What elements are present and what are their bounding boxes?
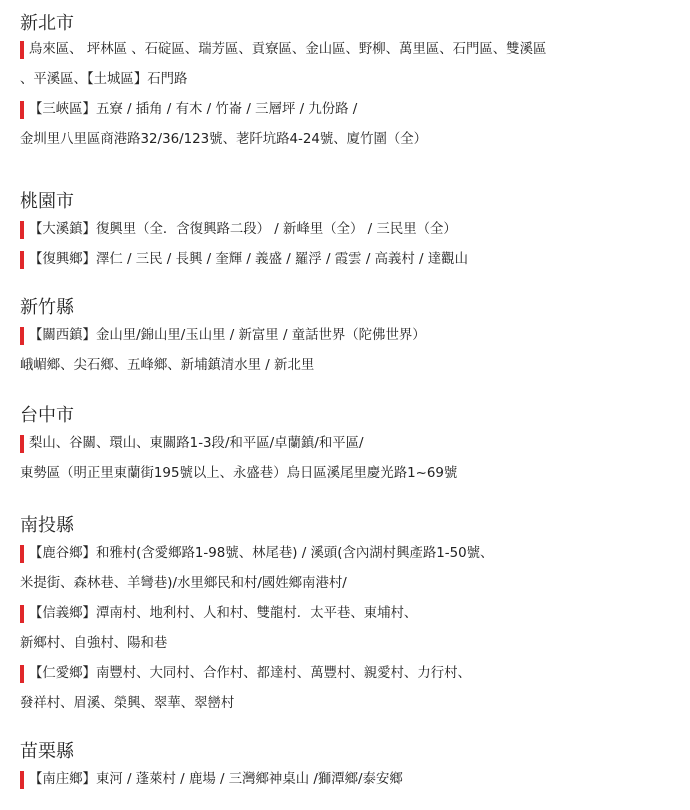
area-entry-continuation: 新鄉村、自強村、陽和巷 bbox=[20, 636, 168, 651]
area-entry-marked: 【南庄鄉】東河 / 蓬萊村 / 鹿場 / 三灣鄉神桌山 /獅潭鄉/泰安鄉 bbox=[20, 770, 403, 790]
area-entry-continuation: 峨嵋鄉、尖石鄉、五峰鄉、新埔鎮清水里 / 新北里 bbox=[20, 358, 315, 373]
region-title: 台中市 bbox=[20, 405, 74, 426]
area-entry-marked: 【大溪鎮】復興里（全．含復興路二段） / 新峰里（全） / 三民里（全） bbox=[20, 220, 457, 240]
area-entry-continuation: 金圳里八里區商港路32/36/123號、荖阡坑路4-24號、廈竹圍（全） bbox=[20, 132, 428, 147]
area-entry-marked: 【仁愛鄉】南豐村、大同村、合作村、都達村、萬豐村、親愛村、力行村、 bbox=[20, 664, 471, 684]
region-title: 新北市 bbox=[20, 13, 74, 34]
region-title: 苗栗縣 bbox=[20, 741, 74, 762]
area-entry-continuation: 東勢區（明正里東蘭街195號以上、永盛巷）烏日區溪尾里慶光路1~69號 bbox=[20, 466, 458, 481]
region-title: 新竹縣 bbox=[20, 297, 74, 318]
area-entry-continuation: 發祥村、眉溪、榮興、翠華、翠巒村 bbox=[20, 696, 235, 711]
region-title: 南投縣 bbox=[20, 515, 74, 536]
area-entry-continuation: 米提街、森林巷、羊彎巷)/水里鄉民和村/國姓鄉南港村/ bbox=[20, 576, 347, 591]
area-entry-marked: 【三峽區】五寮 / 插角 / 有木 / 竹崙 / 三層坪 / 九份路 / bbox=[20, 100, 357, 120]
area-entry-marked: 【信義鄉】潭南村、地利村、人和村、雙龍村．太平巷、東埔村、 bbox=[20, 604, 417, 624]
area-entry-marked: 梨山、谷關、環山、東關路1-3段/和平區/卓蘭鎮/和平區/ bbox=[20, 434, 364, 454]
area-entry-marked: 【關西鎮】金山里/錦山里/玉山里 / 新富里 / 童話世界（陀佛世界） bbox=[20, 326, 426, 346]
area-entry-marked: 【鹿谷鄉】和雅村(含愛鄉路1-98號、林尾巷) / 溪頭(含內湖村興產路1-50號、 bbox=[20, 544, 493, 564]
area-entry-marked: 【復興鄉】澤仁 / 三民 / 長興 / 奎輝 / 義盛 / 羅浮 / 霞雲 / 高義村 / 達觀山 bbox=[20, 250, 468, 270]
area-entry-marked: 烏來區、 坪林區 、石碇區、瑞芳區、貢寮區、金山區、野柳、萬里區、石門區、雙溪區 bbox=[20, 40, 546, 60]
region-title: 桃園市 bbox=[20, 191, 74, 212]
area-entry-continuation: 、平溪區、【土城區】石門路 bbox=[20, 72, 188, 87]
